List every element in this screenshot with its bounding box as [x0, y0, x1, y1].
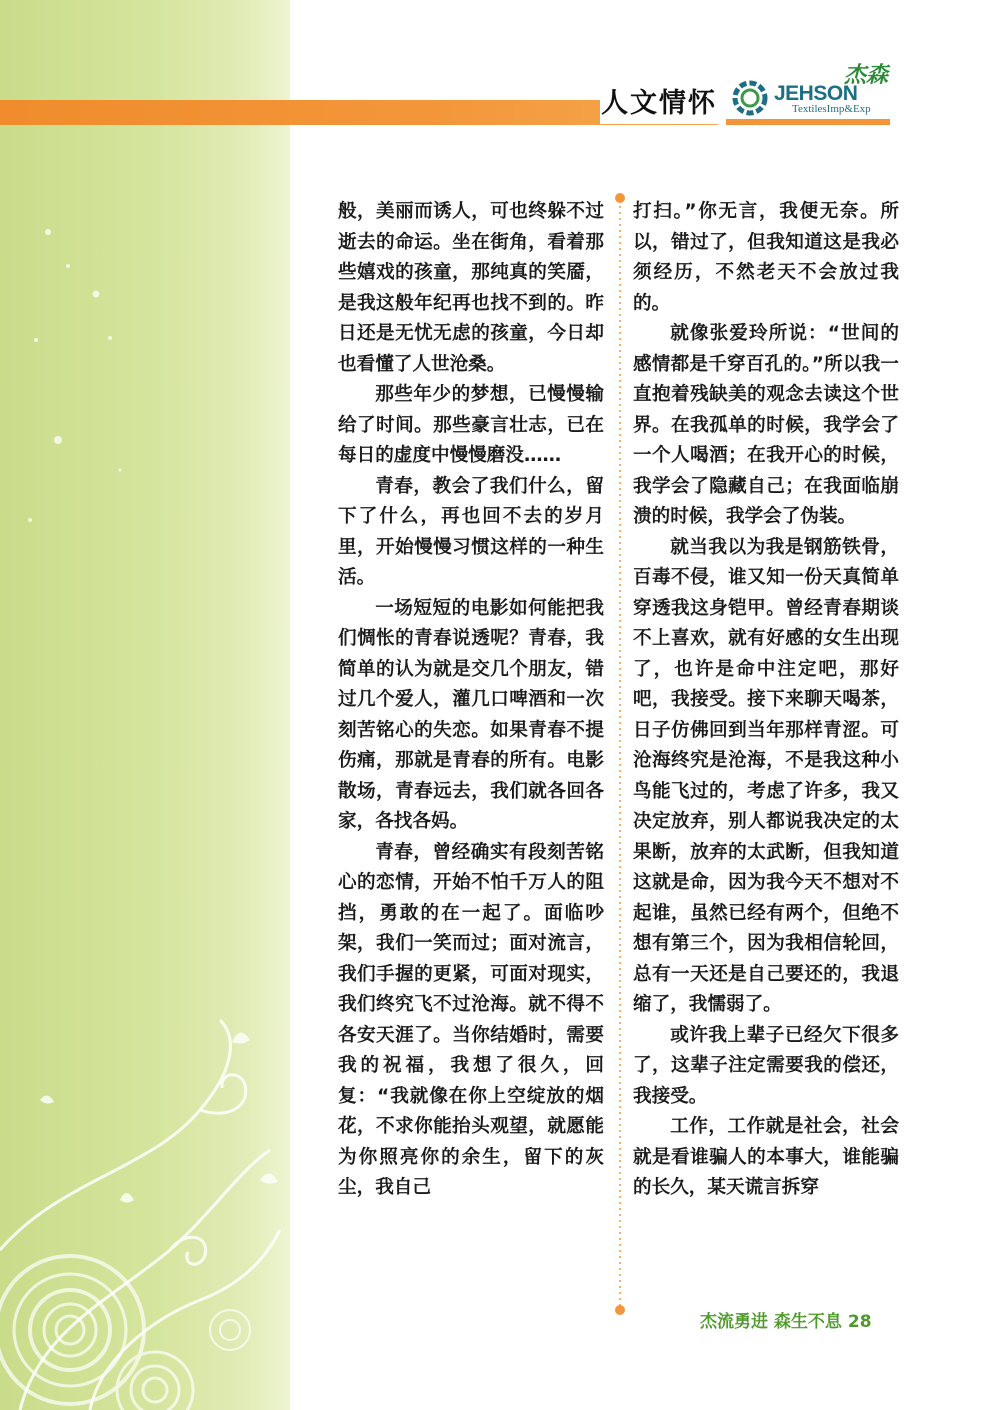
- decorative-sidebar: [0, 0, 290, 1410]
- paragraph: 般，美丽而诱人，可也终躲不过逝去的命运。坐在街角，看着那些嬉戏的孩童，那纯真的笑靥，是我这般年纪再也找不到的。昨日还是无忧无虑的孩童，今日却也看懂了人世沧桑。: [338, 201, 604, 375]
- paragraph: 打扫。”你无言，我便无奈。所以，错过了，但我知道这是我必须经历，不然老天不会放过我的。: [633, 201, 899, 314]
- paragraph: 或许我上辈子已经欠下很多了，这辈子注定需要我的偿还，我接受。: [633, 1024, 899, 1107]
- article-left-column: [338, 197, 604, 1204]
- paragraph: 青春，教会了我们什么，留下了什么，再也回不去的岁月里，开始慢慢习惯这样的一种生活。: [338, 475, 604, 588]
- paragraph: 一场短短的电影如何能把我们惆怅的青春说透呢？青春，我简单的认为就是交几个朋友，错过几个爱人，灌几口啤酒和一次刻苦铭心的失恋。如果青春不提伤痛，那就是青春的所有。电影散场，青春远去，我们就各回各家，各找各妈。: [338, 597, 604, 832]
- paragraph: 那些年少的梦想，已慢慢输给了时间。那些豪言壮志，已在每日的虚度中慢慢磨没……: [338, 384, 604, 466]
- footer: [700, 1308, 890, 1336]
- page-number: 28: [847, 1312, 872, 1332]
- footer-slogan: 杰流勇进 森生不息: [700, 1312, 842, 1332]
- floral-swirl-decoration: [0, 0, 290, 1410]
- jehson-logo: [726, 58, 892, 120]
- paragraph: 就当我以为我是钢筋铁骨，百毒不侵，谁又知一份天真简单穿透我这身铠甲。曾经青春期谈不上喜欢，就有好感的女生出现了，也许是命中注定吧，那好吧，我接受。接下来聊天喝茶，日子仿佛回到当年那样青涩。可沧海终究是沧海，不是我这种小鸟能飞过的，考虑了许多，我又决定放弃，别人都说我决定的太果断，放弃的太武断，但我知道这就是命，因为我今天不想对不起谁，虽然已经有两个，但绝不想有第三个，因为我相信轮回，总有一天还是自己要还的，我退缩了，我懦弱了。: [633, 536, 899, 1015]
- section-title: 人文情怀: [600, 84, 718, 124]
- paragraph: 就像张爱玲所说：“世间的感情都是千穿百孔的。”所以我一直抱着残缺美的观念去读这个世界。在我孤单的时候，我学会了一个人喝酒；在我开心的时候，我学会了隐藏自己；在我面临崩溃的时候，我学会了伪装。: [633, 323, 899, 527]
- paragraph: 青春，曾经确实有段刻苦铭心的恋情，开始不怕千万人的阻挡，勇敢的在一起了。面临吵架，我们一笑而过；面对流言，我们手握的更紧，可面对现实，我们终究飞不过沧海。就不得不各安天涯了。当你结婚时，需要我的祝福，我想了很久，回复：“我就像在你上空绽放的烟花，不求你能抬头观望，就愿能为你照亮你的余生，留下的灰尘，我自己: [338, 841, 604, 1198]
- logo-chinese-mark: 杰森: [844, 62, 889, 88]
- divider-top-dot: [615, 193, 625, 203]
- logo-subtitle: TextilesImp&Exp: [792, 103, 871, 115]
- article-right-column: [633, 197, 899, 1204]
- paragraph: 工作，工作就是社会，社会就是看谁骗人的本事大，谁能骗的长久，某天谎言拆穿: [633, 1116, 899, 1198]
- column-divider: [619, 200, 621, 1308]
- divider-bottom-dot: [615, 1305, 625, 1315]
- jehson-ring-logo-icon: [732, 80, 768, 116]
- logo-brand-text: JEHSON: [774, 82, 858, 105]
